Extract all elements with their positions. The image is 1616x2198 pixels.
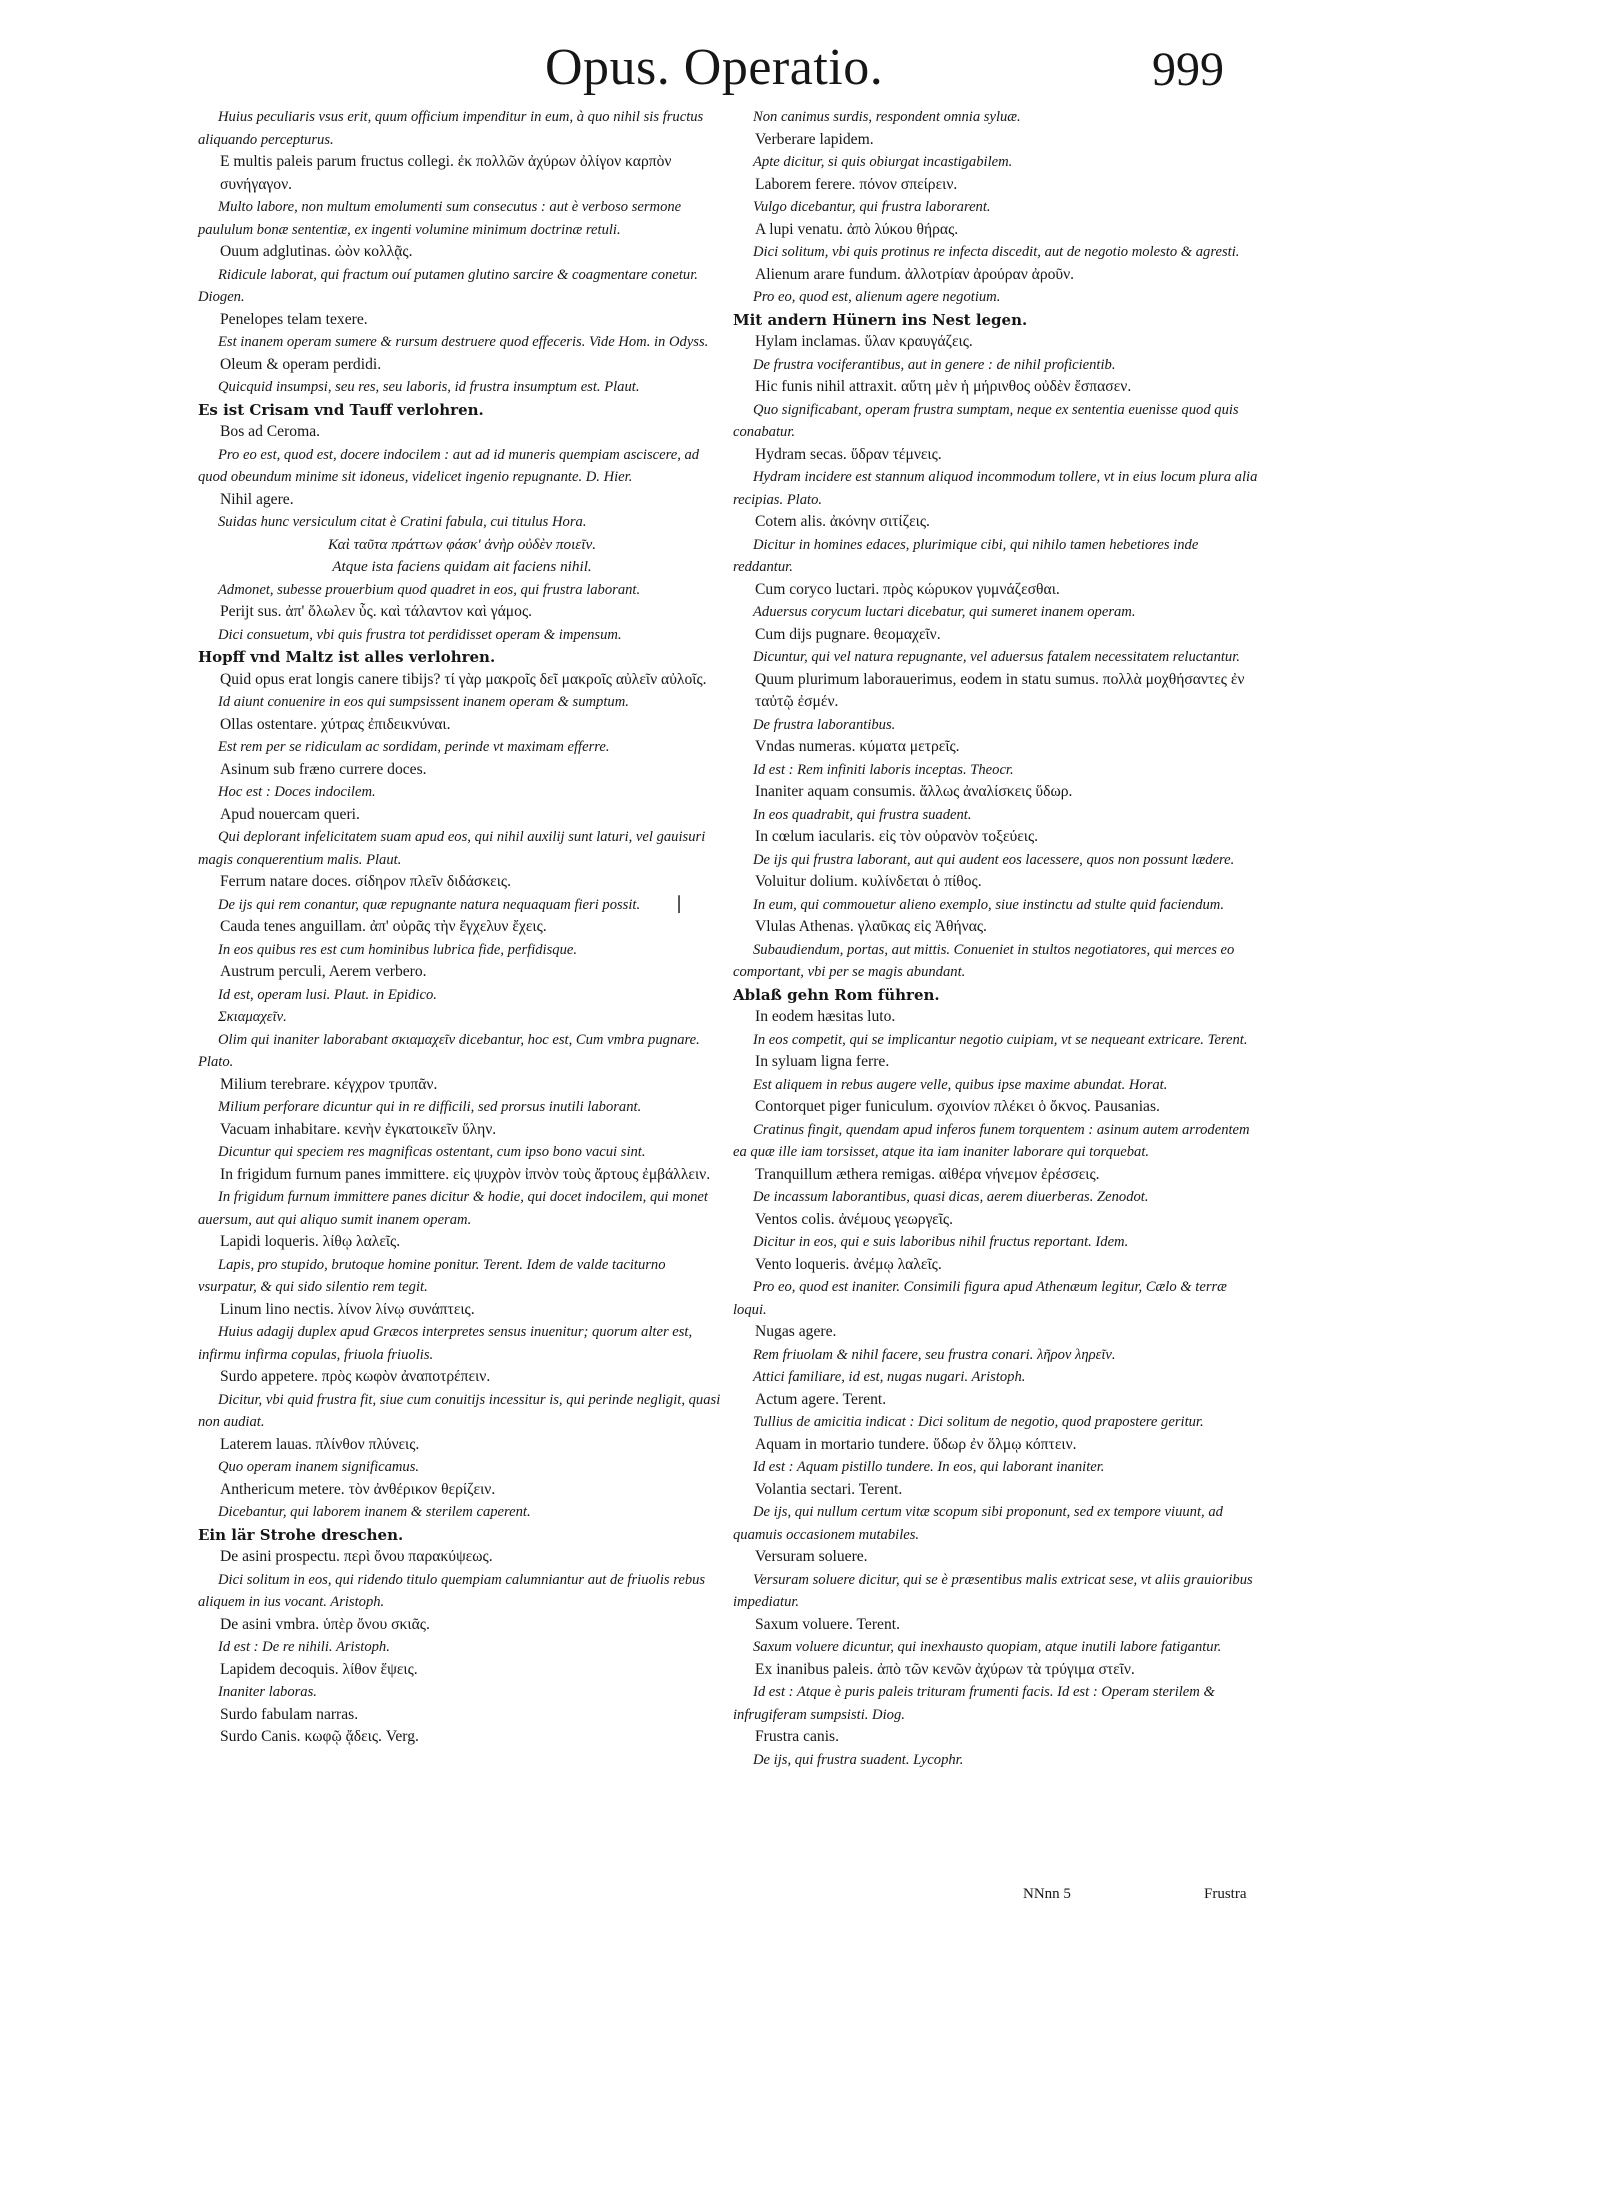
- proverb-entry: Saxum voluere. Terent.: [755, 1615, 900, 1633]
- proverb-entry: Lapidi loqueris. λίθῳ λαλεῖς.: [220, 1233, 401, 1250]
- proverb-entry: In cœlum iacularis. εἰς τὸν οὐρανὸν τοξεύεις.: [755, 828, 1039, 845]
- commentary-text: In eum, qui commouetur alieno exemplo, siue instinctu ad stulte quid faciendum.: [753, 896, 1224, 913]
- commentary-text: Tullius de amicitia indicat : Dici solitum de negotio, quod prapostere geritur.: [753, 1414, 1204, 1430]
- commentary-text: Dicitur in eos, qui e suis laboribus nihil fructus reportant. Idem.: [753, 1234, 1129, 1250]
- proverb-entry: Ventos colis. ἀνέμους γεωργεῖς.: [755, 1210, 953, 1228]
- commentary-text: Non canimus surdis, respondent omnia syluæ.: [753, 109, 1021, 125]
- commentary-text: Dicuntur qui speciem res magnificas ostentant, cum ipso bono vacui sint.: [218, 1144, 646, 1160]
- proverb-entry: Vndas numeras. κύματα μετρεῖς.: [755, 738, 960, 755]
- proverb-entry: Cotem alis. ἀκόνην σιτίζεις.: [755, 513, 930, 530]
- commentary-text: Dicitur, vbi quid frustra fit, siue cum conuitijs incessitur is, qui perinde negligit, quasi non audiat.: [198, 1391, 721, 1430]
- proverb-entry: Surdo fabulam narras.: [220, 1705, 359, 1723]
- proverb-entry: Ouum adglutinas. ὠὸν κολλᾷς.: [220, 243, 413, 260]
- catchword: Frustra: [1204, 1886, 1247, 1902]
- commentary-text: Dicebantur, qui laborem inanem & sterilem caperent.: [218, 1504, 531, 1520]
- column-mark: |: [676, 893, 683, 914]
- commentary-text: Pro eo est, quod est, docere indocilem : aut ad id muneris quempiam asciscere, ad quod obeundum minime sit idoneus, videlicet ingenio repugnante. D. Hier.: [198, 446, 700, 485]
- commentary-text: Est inanem operam sumere & rursum destruere quod effeceris. Vide Hom. in Odyss.: [218, 334, 709, 350]
- german-proverb: Es ist Crisam vnd Tauff verlohren.: [198, 400, 484, 419]
- commentary-text: De ijs, qui frustra suadent. Lycophr.: [753, 1751, 964, 1768]
- commentary-text: Dici consuetum, vbi quis frustra tot perdidisset operam & impensum.: [218, 626, 622, 643]
- signature-mark: NNnn 5: [1023, 1886, 1071, 1902]
- proverb-entry: Nihil agere.: [220, 490, 294, 508]
- commentary-text: Huius adagij duplex apud Græcos interpretes sensus inuenitur; quorum alter est, infirmu infirma copulas, friuola friuolis.: [198, 1324, 693, 1363]
- proverb-entry: Lapidem decoquis. λίθον ἕψεις.: [220, 1660, 418, 1678]
- commentary-text: Milium perforare dicuntur qui in re difficili, sed prorsus inutili laborant.: [218, 1099, 642, 1115]
- commentary-text: De incassum laborantibus, quasi dicas, aerem diuerberas. Zenodot.: [753, 1189, 1149, 1205]
- verse-quotation: Καὶ ταῦτα πράττων φάσκ' ἀνὴρ οὐδὲν ποιεῖν.: [327, 535, 597, 553]
- proverb-entry: In frigidum furnum panes immittere. εἰς ψυχρὸν ἰπνὸν τοὺς ἄρτους ἐμβάλλειν.: [220, 1165, 711, 1183]
- commentary-text: Qui deplorant infelicitatem suam apud eos, qui nihil auxilij sunt laturi, vel gauisuri magis conquerentium malis. Plaut.: [198, 829, 706, 868]
- proverb-entry: Surdo Canis. κωφῷ ᾄδεις. Verg.: [220, 1728, 419, 1745]
- commentary-text: De ijs, qui nullum certum vitæ scopum sibi proponunt, sed ex tempore viuunt, ad quamuis occasionem mutabiles.: [733, 1504, 1223, 1543]
- commentary-text: Est rem per se ridiculam ac sordidam, perinde vt maximam efferre.: [218, 739, 610, 755]
- commentary-text: Versuram soluere dicitur, qui se è præsentibus malis extricat sese, vt aliis grauioribus impediatur.: [733, 1571, 1253, 1610]
- proverb-entry: In eodem hæsitas luto.: [755, 1008, 896, 1025]
- proverb-entry: Cauda tenes anguillam. ἀπ' οὐρᾶς τὴν ἔγχελυν ἔχεις.: [220, 918, 547, 935]
- proverb-entry: Bos ad Ceroma.: [220, 423, 321, 440]
- commentary-text: Dicitur in homines edaces, plurimique cibi, qui nihilo tamen hebetiores inde reddantur.: [733, 536, 1199, 575]
- proverb-entry: Vlulas Athenas. γλαῦκας εἰς Ἀθήνας.: [755, 918, 987, 935]
- commentary-text: In eos competit, qui se implicantur negotio cuipiam, vt se nequeant extricare. Terent.: [753, 1031, 1248, 1048]
- commentary-text: Id est : De re nihili. Aristoph.: [218, 1639, 390, 1655]
- commentary-text: Est aliquem in rebus augere velle, quibus ipse maxime abundat. Horat.: [753, 1076, 1168, 1093]
- proverb-entry: Ferrum natare doces. σίδηρον πλεῖν διδάσκεις.: [220, 873, 511, 890]
- commentary-text: Inaniter laboras.: [218, 1684, 317, 1700]
- commentary-text: In eos quadrabit, qui frustra suadent.: [753, 806, 972, 823]
- commentary-text: Suidas hunc versiculum citat è Cratini fabula, cui titulus Hora.: [218, 514, 587, 530]
- proverb-entry: Tranquillum æthera remigas. αἰθέρα νήνεμον ἐρέσσεις.: [755, 1165, 1100, 1183]
- proverb-entry: Inaniter aquam consumis. ἄλλως ἀναλίσκεις ὕδωρ.: [755, 783, 1073, 800]
- commentary-text: Aduersus corycum luctari dicebatur, qui sumeret inanem operam.: [753, 604, 1136, 620]
- proverb-entry: Anthericum metere. τὸν ἀνθέρικον θερίζειν.: [220, 1480, 496, 1498]
- commentary-text: Saxum voluere dicuntur, qui inexhausto quopiam, atque inutili labore fatigantur.: [753, 1639, 1222, 1655]
- proverb-entry: Quum plurimum laborauerimus, eodem in statu sumus. πολλὰ μοχθήσαντες ἐν ταὐτῷ ἐσμέν.: [755, 670, 1245, 710]
- proverb-entry: Cum corycο luctari. πρὸς κώρυκον γυμνάζεσθαι.: [755, 580, 1060, 598]
- proverb-entry: Nugas agere.: [755, 1323, 837, 1340]
- proverb-entry: Vento loqueris. ἀνέμῳ λαλεῖς.: [755, 1255, 942, 1273]
- commentary-text: In frigidum furnum immittere panes dicitur & hodie, qui docet indocilem, qui monet auersum, aut qui aliquo sumit inanem operam.: [198, 1189, 708, 1228]
- proverb-entry: Cum dijs pugnare. θεομαχεῖν.: [755, 625, 941, 643]
- commentary-text: Pro eo, quod est inaniter. Consimili figura apud Athenæum legitur, Cælo & terræ loqui.: [733, 1279, 1227, 1318]
- proverb-entry: Surdo appetere. πρὸς κωφὸν ἀναποτρέπειν.: [220, 1368, 491, 1385]
- commentary-text: Id est : Aquam pistillo tundere. In eos, qui laborant inaniter.: [753, 1459, 1105, 1475]
- proverb-entry: Asinum sub fræno currere doces.: [220, 760, 427, 778]
- commentary-text: Vulgo dicebantur, qui frustra laborarent.: [753, 199, 991, 215]
- german-proverb: Ein lär Strohe dreschen.: [198, 1525, 404, 1544]
- german-proverb: Ablaß gehn Rom führen.: [733, 985, 940, 1004]
- commentary-text: Admonet, subesse prouerbium quod quadret in eos, qui frustra laborant.: [218, 581, 641, 598]
- proverb-entry: Laterem lauas. πλίνθον πλύνεις.: [220, 1435, 420, 1453]
- proverb-entry: Laborem ferere. πόνον σπείρειν.: [755, 175, 958, 193]
- commentary-text: Attici familiare, id est, nugas nugari. Aristoph.: [753, 1369, 1026, 1385]
- commentary-text: Quicquid insumpsi, seu res, seu laboris, id frustra insumptum est. Plaut.: [218, 379, 640, 395]
- german-proverb: Hopff vnd Maltz ist alles verlohren.: [198, 648, 496, 666]
- commentary-text: Σκιαμαχεῖν.: [218, 1009, 287, 1025]
- commentary-text: Ridicule laborat, qui fractum ouí putamen glutino sarcire & coagmentare conetur. Diogen.: [198, 266, 698, 305]
- commentary-text: Multo labore, non multum emolumenti sum consecutus : aut è verboso sermone paululum bonæ sententiæ, ex ingenti volumine minimum doctrinæ retuli.: [198, 199, 682, 238]
- proverb-entry: De asini vmbra. ὑπὲρ ὄνου σκιᾶς.: [220, 1615, 430, 1633]
- proverb-entry: Actum agere. Terent.: [755, 1390, 887, 1408]
- proverb-entry: Oleum & operam perdidi.: [220, 355, 382, 373]
- proverb-entry: Milium terebrare. κέγχρον τρυπᾶν.: [220, 1075, 438, 1093]
- verse-quotation: Atque ista faciens quidam ait faciens nihil.: [332, 558, 592, 575]
- commentary-text: Id est, operam lusi. Plaut. in Epidico.: [218, 986, 437, 1003]
- commentary-text: Dicuntur, qui vel natura repugnante, vel aduersus fatalem necessitatem reluctantur.: [753, 649, 1240, 665]
- proverb-entry: Volantia sectari. Terent.: [755, 1480, 903, 1498]
- commentary-text: Dici solitum in eos, qui ridendo titulo quempiam calumniantur aut de friuolis rebus aliquem in ius vocant. Aristoph.: [198, 1571, 706, 1610]
- commentary-text: De frustra laborantibus.: [753, 716, 896, 733]
- proverb-entry: De asini prospectu. περὶ ὄνου παρακύψεως.: [220, 1548, 493, 1565]
- proverb-entry: Linum lino nectis. λίνον λίνῳ συνάπτεις.: [220, 1300, 475, 1318]
- commentary-text: Apte dicitur, si quis obiurgat incastigabilem.: [753, 154, 1013, 170]
- german-proverb: Mit andern Hünern ins Nest legen.: [733, 310, 1028, 329]
- commentary-text: In eos quibus res est cum hominibus lubrica fide, perfidisque.: [218, 941, 578, 958]
- proverb-entry: Austrum perculi, Aerem verbero.: [220, 963, 427, 980]
- commentary-text: De frustra vociferantibus, aut in genere : de nihil proficientib.: [753, 356, 1116, 373]
- proverb-entry: Contorquet piger funiculum. σχοινίον πλέκει ὁ ὄκνος. Pausanias.: [755, 1098, 1160, 1115]
- proverb-entry: Alienum arare fundum. ἀλλοτρίαν ἀρούραν ἀροῦν.: [755, 265, 1075, 283]
- proverb-entry: Aquam in mortario tundere. ὕδωρ ἐν ὅλμῳ κόπτειν.: [755, 1435, 1077, 1453]
- commentary-text: Id aiunt conuenire in eos qui sumpsissent inanem operam & sumptum.: [218, 694, 629, 710]
- proverb-entry: Voluitur dolium. κυλίνδεται ὁ πίθος.: [755, 873, 982, 890]
- commentary-text: Id est : Rem infiniti laboris inceptas. Theocr.: [753, 761, 1014, 778]
- commentary-text: Dici solitum, vbi quis protinus re infecta discedit, aut de negotio molesto & agresti.: [753, 244, 1240, 260]
- commentary-text: Id est : Atque è puris paleis trituram frumenti facis. Id est : Operam sterilem & infrugiferam sumpsisti. Diog.: [733, 1684, 1215, 1723]
- commentary-text: Lapis, pro stupido, brutoque homine ponitur. Terent. Idem de valde taciturno vsurpatur, & qui sido silentio rem tegit.: [198, 1256, 666, 1295]
- proverb-entry: Apud nouercam queri.: [220, 805, 360, 823]
- commentary-text: Cratinus fingit, quendam apud inferos funem torquentem : asinum autem arrodentem ea quæ ille iam torsisset, atque ita iam inaniter laborare qui torquebat.: [733, 1121, 1250, 1160]
- proverb-entry: Hic funis nihil attraxit. αὕτη μὲν ἡ μήρινθος οὐδὲν ἔσπασεν.: [755, 378, 1132, 395]
- page-title: Opus. Operatio.: [545, 39, 884, 96]
- proverb-entry: Vacuam inhabitare. κενὴν ἐγκατοικεῖν ὕλην.: [220, 1120, 497, 1138]
- commentary-text: De ijs qui rem conantur, quæ repugnante natura nequaquam fieri possit.: [218, 896, 641, 913]
- proverb-entry: In syluam ligna ferre.: [755, 1053, 890, 1070]
- commentary-text: Rem friuolam & nihil facere, seu frustra conari. λῆρον ληρεῖν.: [753, 1346, 1116, 1363]
- left-column: [198, 106, 726, 1749]
- page-number: 999: [1152, 43, 1224, 96]
- proverb-entry: A lupi venatu. ἀπὸ λύκου θήρας.: [755, 220, 959, 238]
- proverb-entry: Ollas ostentare. χύτρας ἐπιδεικνύναι.: [220, 715, 451, 733]
- right-column: [733, 106, 1261, 1771]
- commentary-text: Quo operam inanem significamus.: [218, 1459, 420, 1475]
- proverb-entry: Penelopes telam texere.: [220, 310, 368, 328]
- proverb-entry: Ex inanibus paleis. ἀπὸ τῶν κενῶν ἀχύρων τὰ τρύγιμα στεῖν.: [755, 1660, 1135, 1678]
- proverb-entry: E multis paleis parum fructus collegi. ἐκ πολλῶν ἀχύρων ὀλίγον καρπὸν συνήγαγον.: [220, 153, 672, 193]
- commentary-text: Hoc est : Doces indocilem.: [218, 784, 376, 800]
- commentary-text: Pro eo, quod est, alienum agere negotium.: [753, 289, 1001, 305]
- commentary-text: Quo significabant, operam frustra sumptam, neque ex sententia euenisse quod quis conabatur.: [733, 401, 1239, 440]
- proverb-entry: Hydram secas. ὕδραν τέμνεις.: [755, 445, 942, 463]
- proverb-entry: Perijt sus. ἀπ' ὄλωλεν ὗς. καὶ τάλαντον καὶ γάμος.: [220, 603, 533, 620]
- proverb-entry: Quid opus erat longis canere tibijs? τί γὰρ μακροῖς δεῖ μακροῖς αὐλεῖν αὐλοῖς.: [220, 670, 707, 688]
- commentary-text: De ijs qui frustra laborant, aut qui audent eos lacessere, quos non possunt lædere.: [753, 851, 1235, 868]
- commentary-text: Hydram incidere est stannum aliquod incommodum tollere, vt in eius locum plura alia recipias. Plato.: [733, 469, 1258, 508]
- commentary-text: Olim qui inaniter laborabant σκιαμαχεῖν dicebantur, hoc est, Cum vmbra pugnare. Plato.: [198, 1031, 700, 1070]
- commentary-text: Subaudiendum, portas, aut mittis. Conueniet in stultos negotiatores, qui merces eo comportant, vbi per se magis abundant.: [733, 941, 1235, 980]
- proverb-entry: Versuram soluere.: [755, 1548, 868, 1565]
- proverb-entry: Frustra canis.: [755, 1728, 840, 1745]
- commentary-text: Huius peculiaris vsus erit, quum officium impenditur in eum, à quo nihil sis fructus aliquando percepturus.: [198, 109, 704, 148]
- proverb-entry: Verberare lapidem.: [755, 130, 874, 148]
- proverb-entry: Hylam inclamas. ὕλαν κραυγάζεις.: [755, 333, 973, 350]
